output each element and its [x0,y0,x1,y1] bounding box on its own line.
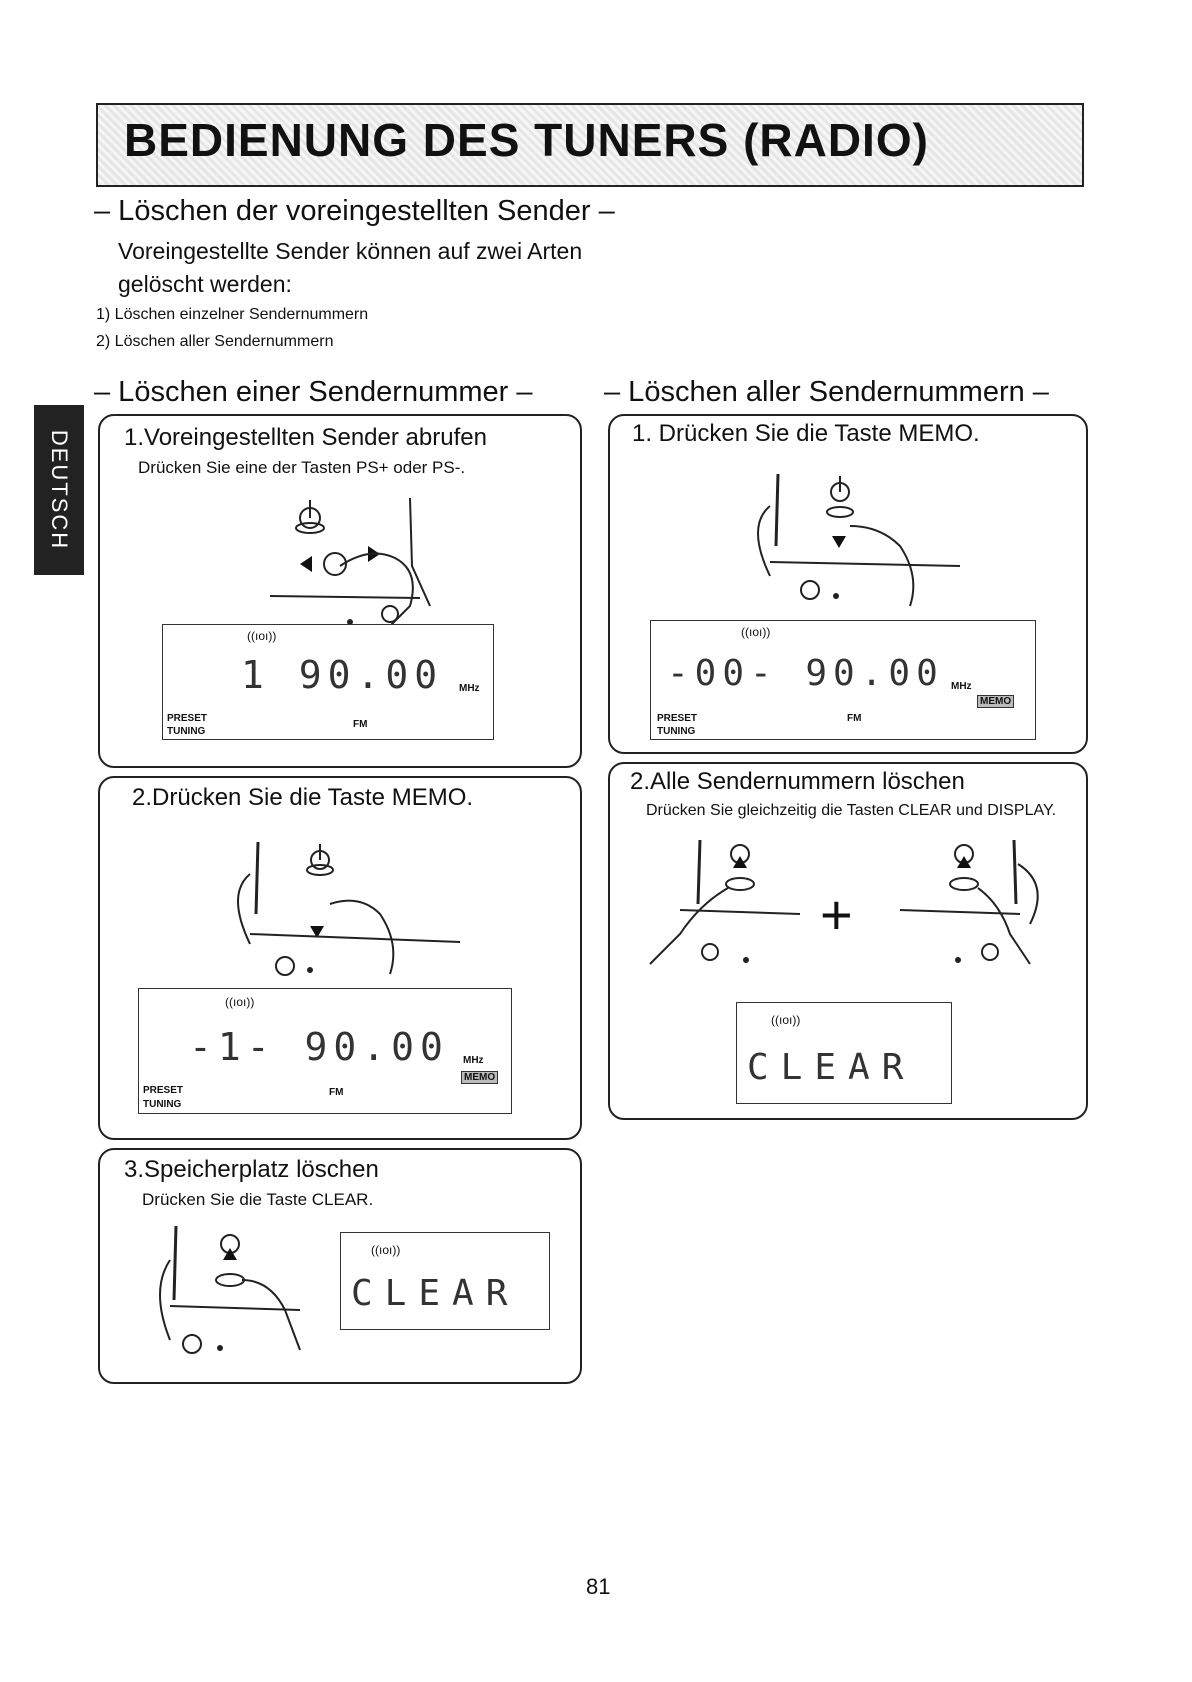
page-title-bar [96,103,1084,187]
lcd-display [650,620,1036,740]
lcd-label-tuning: TUNING [143,1099,182,1110]
left-step-2-panel [98,776,582,1140]
lcd-digits: -00- 90.00 [667,653,944,694]
left-hand-press-illustration [640,834,810,984]
lcd-digits: 1 90.00 [241,653,444,697]
page-number: 81 [586,1574,611,1599]
intro-item-2: 2) Löschen aller Sendernummern [96,333,334,350]
left-step-2-title: 2.Drücken Sie die Taste MEMO. [132,784,474,811]
lcd-band: FM [329,1087,344,1098]
lcd-label-preset: PRESET [167,713,208,724]
intro-text: Voreingestellte Sender können auf zwei Arten gelöscht werden: [118,238,583,297]
right-heading: – Löschen aller Sendernummern – [604,376,1049,408]
lcd-digits: -1- 90.00 [189,1025,449,1069]
left-step-1-panel [98,414,582,768]
lcd-unit: MHz [951,681,972,692]
lcd-display [138,988,512,1114]
signal-icon: ((ıoı)) [225,995,255,1009]
signal-icon: ((ıoı)) [247,629,277,643]
lcd-display [736,1002,952,1104]
right-step-1-title: 1. Drücken Sie die Taste MEMO. [632,420,980,447]
left-step-3-desc: Drücken Sie die Taste CLEAR. [142,1190,374,1209]
left-step-3-panel [98,1148,582,1384]
language-tab [34,405,84,575]
right-hand-press-illustration [890,834,1060,984]
lcd-display [162,624,494,740]
hand-press-memo-illustration [740,466,980,616]
page-title: BEDIENUNG DES TUNERS (RADIO) [124,114,929,166]
lcd-digits: CLEAR [351,1273,520,1314]
lcd-unit: MHz [459,683,480,694]
left-step-3-title: 3.Speicherplatz löschen [124,1156,379,1183]
hand-press-memo-illustration [220,834,480,984]
left-heading: – Löschen einer Sendernummer – [94,376,533,408]
left-step-1-desc: Drücken Sie eine der Tasten PS+ oder PS-. [138,458,466,477]
right-step-1-panel [608,414,1088,754]
lcd-band: FM [353,719,368,730]
intro-heading: – Löschen der voreingestellten Sender – [94,195,615,227]
left-step-1-title: 1.Voreingestellten Sender abrufen [124,424,487,451]
lcd-label-preset: PRESET [657,713,698,724]
lcd-label-tuning: TUNING [657,726,696,737]
lcd-band: FM [847,713,862,724]
hand-press-clear-illustration [150,1220,330,1370]
memo-indicator: MEMO [461,1071,498,1084]
lcd-digits: CLEAR [747,1047,916,1088]
signal-icon: ((ıoı)) [741,625,771,639]
plus-symbol: + [820,883,853,946]
right-step-2-panel [608,762,1088,1120]
signal-icon: ((ıoı)) [371,1243,401,1257]
lcd-display [340,1232,550,1330]
lcd-label-tuning: TUNING [167,726,206,737]
language-tab-label: DEUTSCH [47,429,72,551]
lcd-unit: MHz [463,1055,484,1066]
right-step-2-title: 2.Alle Sendernummern löschen [630,768,965,795]
memo-indicator: MEMO [977,695,1014,708]
hand-press-knob-illustration [230,486,490,636]
lcd-label-preset: PRESET [143,1085,184,1096]
intro-item-1: 1) Löschen einzelner Sendernummern [96,306,369,323]
signal-icon: ((ıoı)) [771,1013,801,1027]
right-step-2-desc: Drücken Sie gleichzeitig die Tasten CLEAR und DISPLAY. [646,802,1057,819]
